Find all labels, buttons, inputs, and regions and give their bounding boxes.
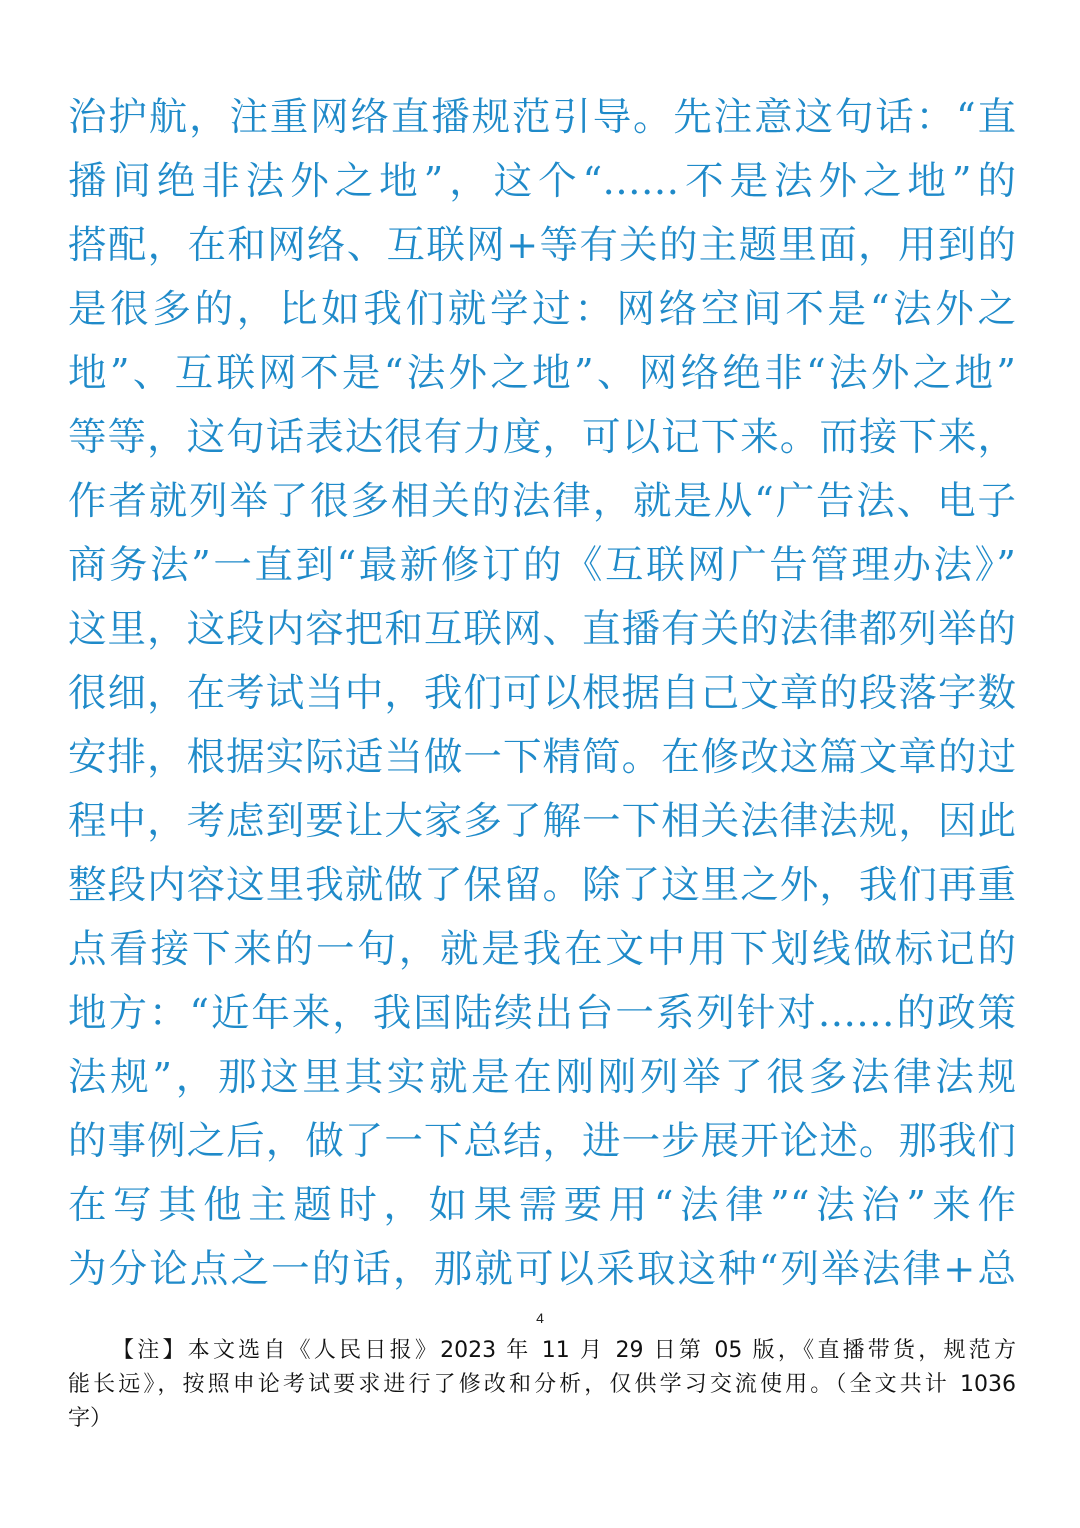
body-line: 程中，考虑到要让大家多了解一下相关法律法规，因此 [68, 799, 1016, 844]
article-body [68, 86, 1016, 1302]
page-number: 4 [536, 1310, 544, 1326]
footnote-line: 能长远》，按照申论考试要求进行了修改和分析，仅供学习交流使用。（全文共计 1036 [68, 1372, 1016, 1397]
body-line: 是很多的，比如我们就学过：网络空间不是“法外之 [68, 287, 1016, 332]
body-line: 等等，这句话表达很有力度，可以记下来。而接下来， [68, 415, 1016, 460]
footnote [68, 1334, 1016, 1436]
body-line: 的事例之后，做了一下总结，进一步展开论述。那我们 [68, 1119, 1016, 1164]
body-line: 点看接下来的一句，就是我在文中用下划线做标记的 [68, 927, 1016, 972]
body-line: 为分论点之一的话，那就可以采取这种“列举法律+总 [68, 1247, 1016, 1292]
body-line: 安排，根据实际适当做一下精简。在修改这篇文章的过 [68, 735, 1016, 780]
body-line: 这里，这段内容把和互联网、直播有关的法律都列举的 [68, 607, 1016, 652]
body-line: 作者就列举了很多相关的法律，就是从“广告法、电子 [68, 479, 1016, 524]
body-line: 地方：“近年来，我国陆续出台一系列针对……的政策 [68, 991, 1016, 1036]
body-line: 搭配，在和网络、互联网+等有关的主题里面，用到的 [68, 223, 1016, 268]
footnote-line: 【注】本文选自《人民日报》2023 年 11 月 29 日第 05 版，《直播带货，规范方 [112, 1338, 1016, 1363]
body-line: 播间绝非法外之地”，这个“……不是法外之地”的 [68, 159, 1016, 204]
body-line: 很细，在考试当中，我们可以根据自己文章的段落字数 [68, 671, 1016, 716]
body-line: 在写其他主题时，如果需要用“法律”“法治”来作 [68, 1183, 1016, 1228]
body-line: 法规”，那这里其实就是在刚刚列举了很多法律法规 [68, 1055, 1016, 1100]
body-line: 地”、互联网不是“法外之地”、网络绝非“法外之地” [68, 351, 1016, 396]
body-line: 整段内容这里我就做了保留。除了这里之外，我们再重 [68, 863, 1016, 908]
body-line: 商务法”一直到“最新修订的《互联网广告管理办法》” [68, 543, 1016, 588]
footnote-line: 字） [68, 1406, 113, 1431]
body-line: 治护航，注重网络直播规范引导。先注意这句话：“直 [68, 95, 1016, 140]
